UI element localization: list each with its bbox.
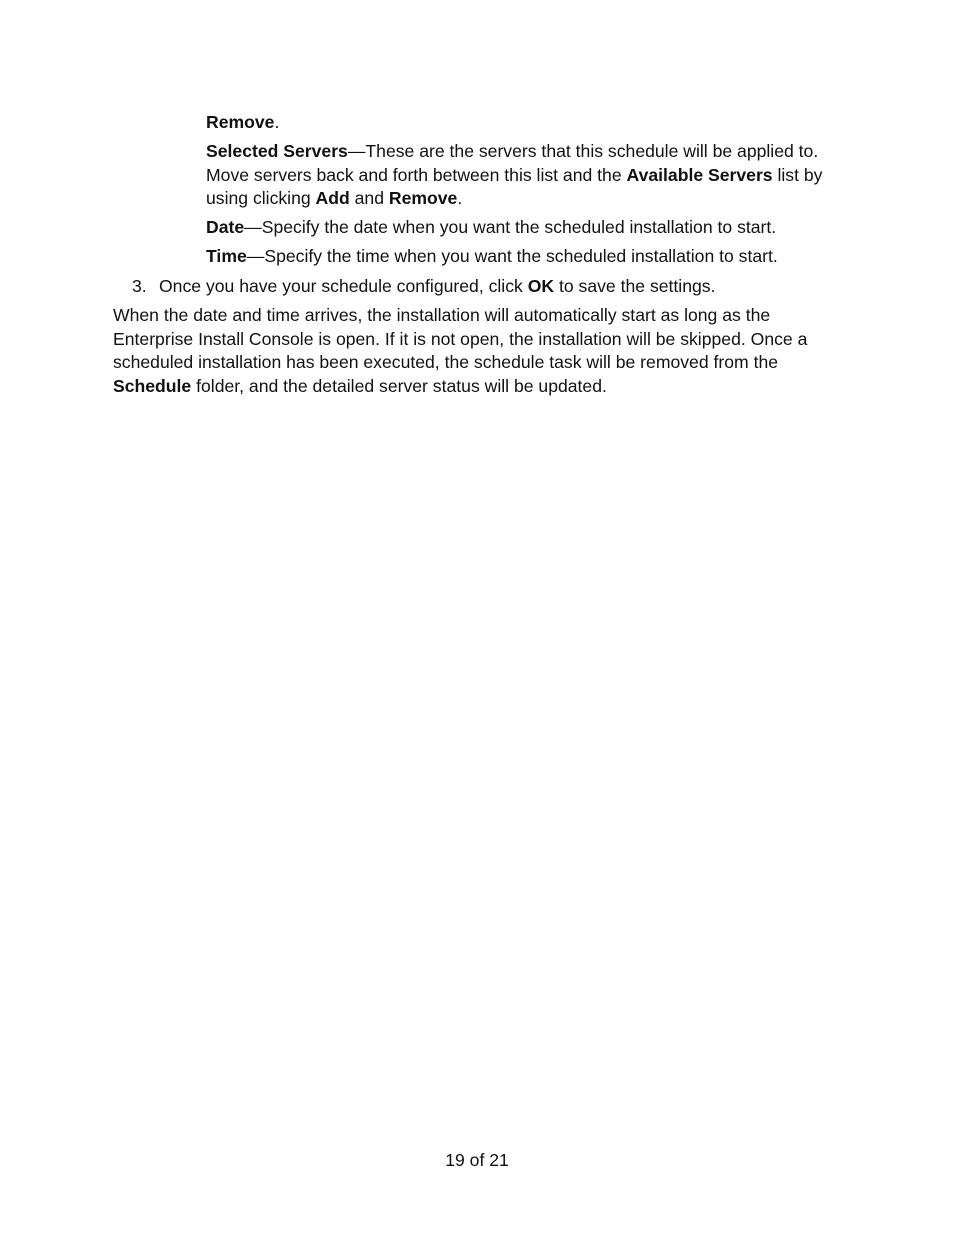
time-definition	[206, 245, 846, 269]
selected-servers-text-2: list by using clicking	[206, 164, 823, 208]
step-number: 3.	[132, 276, 147, 296]
remove-definition	[206, 111, 846, 135]
final-text-2: folder, and the detailed server status will be updated.	[191, 375, 607, 396]
final-text-1: When the date and time arrives, the installation will automatically start as long as the Enterprise Install Console is open. If it is not open, the installation will be skipped. Once a scheduled installation has been executed, the schedule task will be removed from the	[113, 305, 808, 372]
time-text: —Specify the time when you want the scheduled installation to start.	[246, 246, 778, 266]
step-3-text-1: Once you have your schedule configured, click	[159, 276, 528, 296]
final-paragraph	[113, 304, 843, 398]
page-number: 19 of 21	[445, 1150, 509, 1170]
date-text: —Specify the date when you want the scheduled installation to start.	[244, 217, 777, 237]
remove-tail: .	[274, 112, 280, 132]
date-definition	[206, 216, 846, 240]
selected-servers-text-3: and	[349, 188, 389, 208]
term-date: Date	[206, 217, 245, 237]
selected-servers-text-1: —These are the servers that this schedule will be applied to. Move servers back and forth between this list and the	[206, 141, 819, 185]
term-selected-servers: Selected Servers	[206, 141, 348, 161]
ok-term: OK	[527, 276, 555, 296]
selected-servers-text-4: .	[457, 188, 463, 208]
selected-servers-definition	[206, 140, 846, 211]
available-servers-term: Available Servers	[626, 164, 773, 185]
add-term: Add	[315, 188, 350, 208]
step-3	[132, 275, 852, 299]
step-3-text-2: to save the settings.	[554, 276, 716, 296]
term-time: Time	[206, 246, 247, 266]
term-remove: Remove	[206, 112, 275, 132]
remove-term: Remove	[388, 188, 458, 208]
schedule-term: Schedule	[113, 375, 192, 396]
